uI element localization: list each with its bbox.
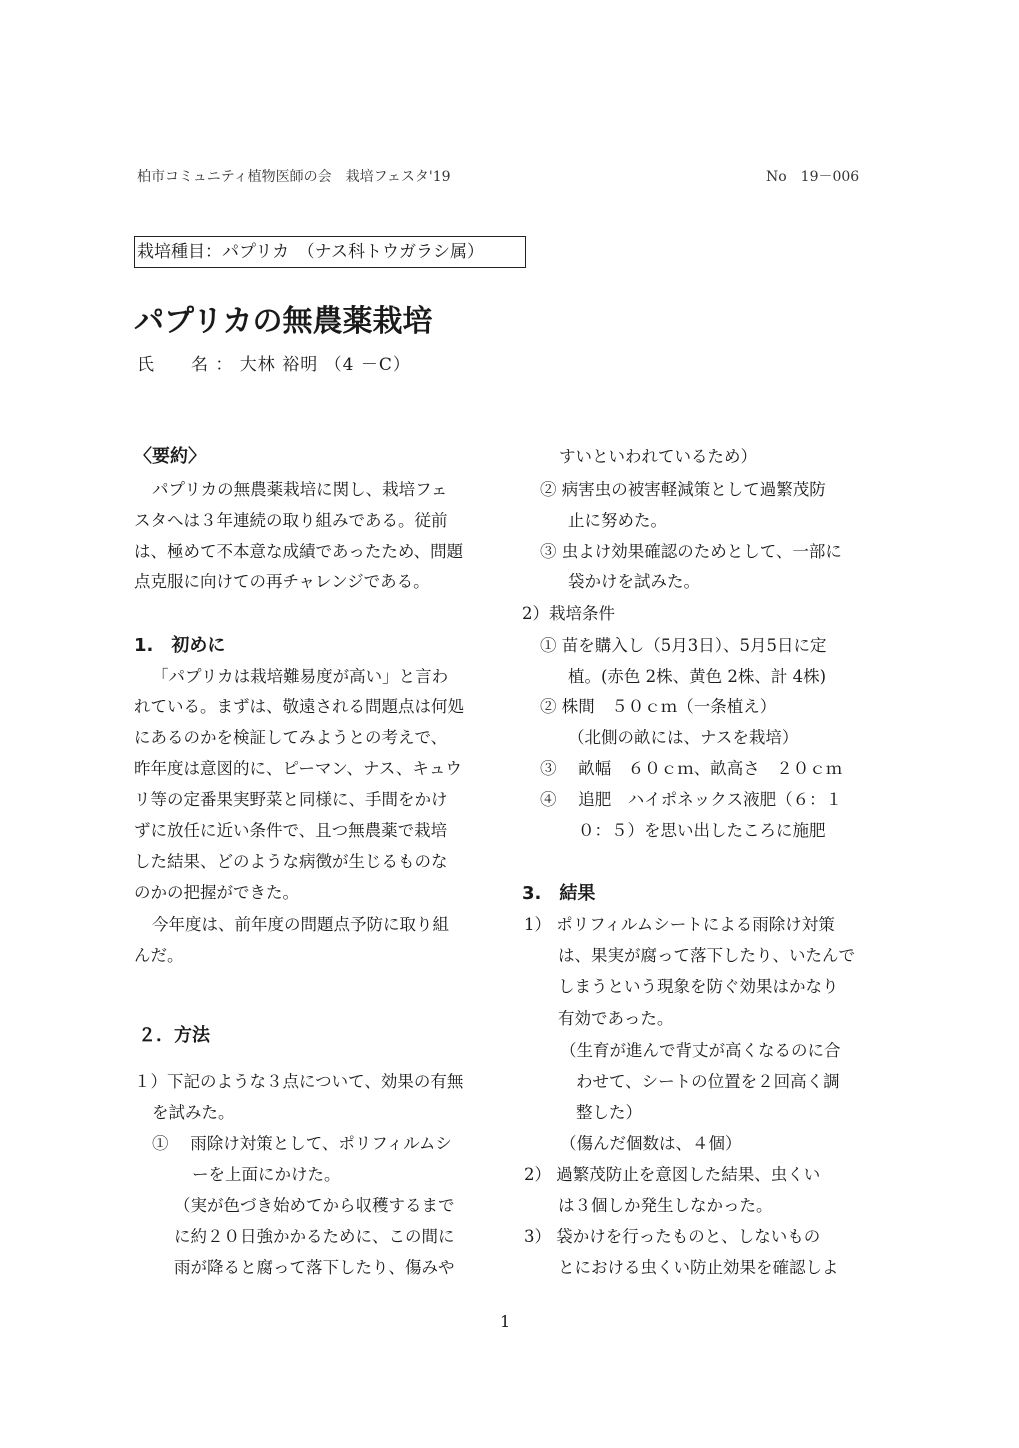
method-line: ① 苗を購入し（5月3日）、5月5日に定 xyxy=(540,636,827,655)
method-line: 2）栽培条件 xyxy=(522,604,615,623)
result-line: （傷んだ個数は、４個） xyxy=(560,1134,742,1153)
section-2-line: ① 雨除け対策として、ポリフィルムシ xyxy=(152,1134,452,1153)
method-line: （北側の畝には、ナスを栽培） xyxy=(568,728,799,747)
section-2-line: （実が色づき始めてから収穫するまで xyxy=(174,1196,455,1215)
result-line: は３個しか発生しなかった。 xyxy=(558,1196,773,1215)
result-line: は、果実が腐って落下したり、いたんで xyxy=(558,946,855,965)
section-1-line: 昨年度は意図的に、ピーマン、ナス、キュウ xyxy=(134,759,462,778)
method-line: 止に努めた。 xyxy=(568,511,667,530)
section-1-line: 「パプリカは栽培難易度が高い」と言わ xyxy=(152,667,449,686)
result-line: 整した） xyxy=(576,1103,642,1122)
method-line: ③ 畝幅 ６０ｃｍ、畝高さ ２０ｃｍ xyxy=(540,759,843,778)
section-2-line: ーを上面にかけた。 xyxy=(192,1165,341,1184)
section-1-heading: 1. 初めに xyxy=(134,635,226,656)
result-line: わせて、シートの位置を２回高く調 xyxy=(576,1072,840,1091)
method-line: すいといわれているため） xyxy=(559,447,757,466)
section-1-line: リ等の定番果実野菜と同様に、手間をかけ xyxy=(134,790,448,809)
section-1-line: ずに放任に近い条件で、且つ無農薬で栽培 xyxy=(134,821,448,840)
section-1-line: した結果、どのような病徴が生じるものな xyxy=(134,852,448,871)
method-line: 袋かけを試みた。 xyxy=(568,572,700,591)
result-line: 1） ポリフィルムシートによる雨除け対策 xyxy=(524,915,835,934)
result-line: とにおける虫くい防止効果を確認しよ xyxy=(558,1258,839,1277)
section-2-line: 雨が降ると腐って落下したり、傷みや xyxy=(174,1258,455,1277)
header-doc-number: No 19－006 xyxy=(766,169,860,185)
method-line: ④ 追肥 ハイポネックス液肥（６：１ xyxy=(540,790,843,809)
section-2-line: を試みた。 xyxy=(152,1103,235,1122)
method-line: ② 病害虫の被害軽減策として過繁茂防 xyxy=(540,480,826,499)
section-1-line: 今年度は、前年度の問題点予防に取り組 xyxy=(152,915,449,934)
page-title: パプリカの無農薬栽培 xyxy=(134,304,433,339)
summary-line: スタへは３年連続の取り組みである。従前 xyxy=(134,511,448,530)
section-3-heading: 3. 結果 xyxy=(522,883,596,904)
result-line: （生育が進んで背丈が高くなるのに合 xyxy=(560,1041,841,1060)
section-1-line: んだ。 xyxy=(134,946,184,965)
method-line: ０：５）を思い出したころに施肥 xyxy=(578,821,826,840)
summary-heading: 〈要約〉 xyxy=(134,446,206,467)
section-2-line: に約２０日強かかるために、この間に xyxy=(174,1227,455,1246)
method-line: 植。(赤色 2株、黄色 2株、計 4株) xyxy=(568,667,827,686)
section-1-line: のかの把握ができた。 xyxy=(134,883,299,902)
method-line: ③ 虫よけ効果確認のためとして、一部に xyxy=(540,542,842,561)
result-line: 2） 過繁茂防止を意図した結果、虫くい xyxy=(524,1165,821,1184)
section-1-line: れている。まずは、敬遠される問題点は何処 xyxy=(134,697,464,716)
method-line: ② 株間 ５０ｃｍ（一条植え） xyxy=(540,697,777,716)
result-line: しまうという現象を防ぐ効果はかなり xyxy=(558,977,839,996)
section-2-line: １）下記のような３点について、効果の有無 xyxy=(134,1072,464,1091)
category-box: 栽培種目：パプリカ （ナス科トウガラシ属） xyxy=(134,236,526,268)
section-1-line: にあるのかを検証してみようとの考えで、 xyxy=(134,728,448,747)
section-2-heading: ２．方法 xyxy=(138,1025,210,1046)
author-line: 氏 名 ： 大林 裕明 （4 －C） xyxy=(137,355,411,375)
summary-line: パプリカの無農薬栽培に関し、栽培フェ xyxy=(152,480,448,499)
result-line: 3） 袋かけを行ったものと、しないもの xyxy=(524,1227,821,1246)
result-line: 有効であった。 xyxy=(558,1009,674,1028)
summary-line: は、極めて不本意な成績であったため、問題 xyxy=(134,542,464,561)
header-left: 柏市コミュニティ植物医師の会 栽培フェスタ'19 xyxy=(137,169,451,185)
summary-line: 点克服に向けての再チャレンジである。 xyxy=(134,572,430,591)
page-number: 1 xyxy=(500,1312,511,1331)
